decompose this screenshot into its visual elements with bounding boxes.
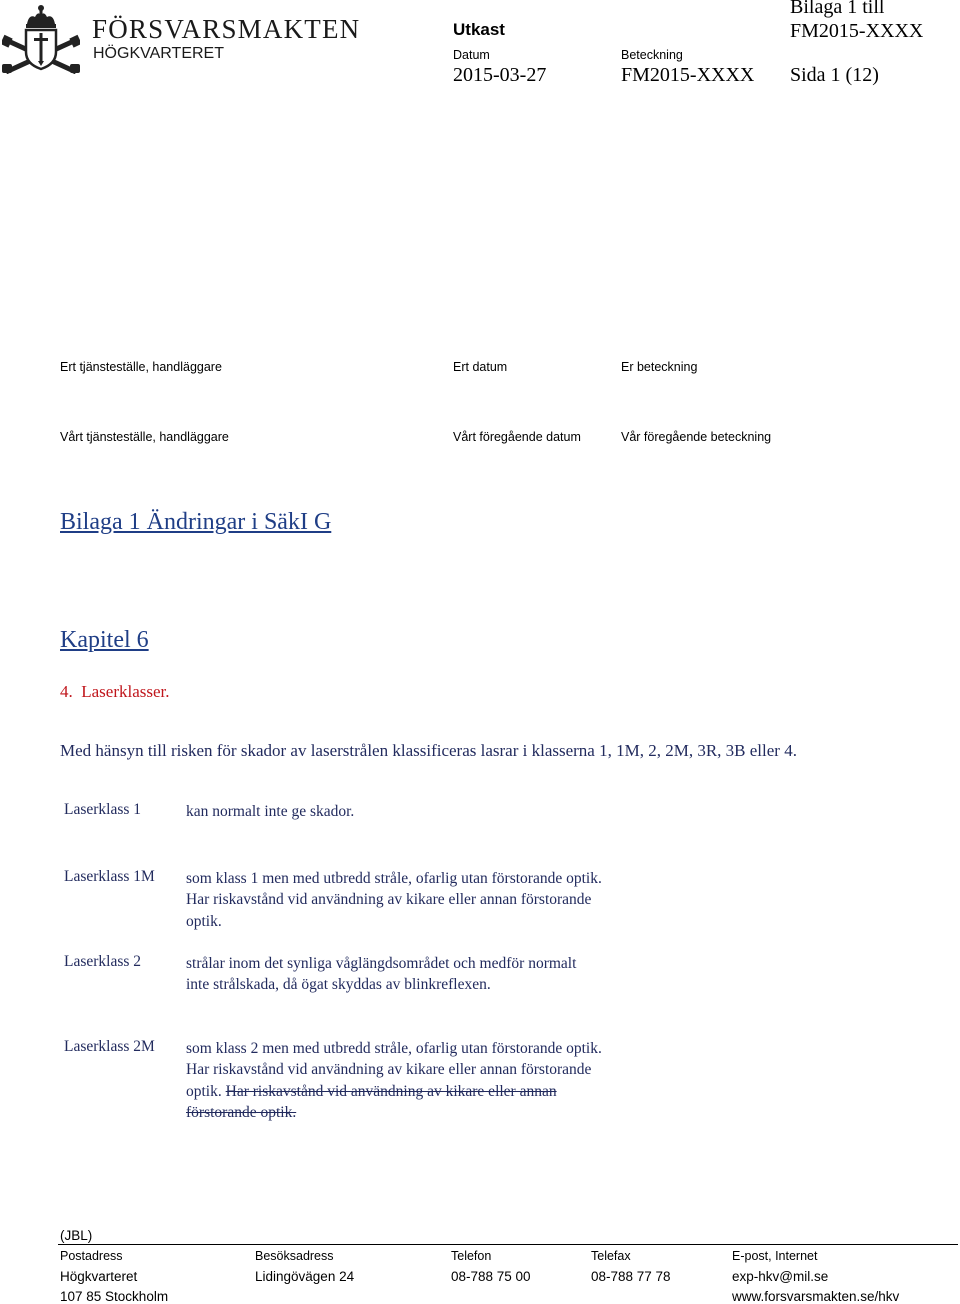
email-link[interactable]: exp-hkv@mil.se [732, 1269, 829, 1284]
chapter-heading: Kapitel 6 [60, 627, 149, 653]
document-status: Utkast [453, 20, 505, 39]
postal-line1: Högkvarteret [60, 1269, 138, 1284]
visit-address: Lidingövägen 24 [255, 1269, 355, 1284]
fax-number: 08-788 77 78 [591, 1269, 671, 1284]
author-initials: (JBL) [60, 1228, 93, 1243]
our-prev-reference-label: Vår föregående beteckning [621, 430, 772, 444]
class-1m-description: som klass 1 men med utbredd stråle, ofarlig utan förstorande optik. Har riskavstånd vid användning av kikare eller annan förstorande optik. [186, 870, 602, 930]
class-1-description: kan normalt inte ge skador. [186, 803, 355, 820]
fax-label: Telefax [591, 1249, 631, 1263]
your-reference-label: Er beteckning [621, 360, 698, 374]
attachment-line1: Bilaga 1 till [790, 0, 885, 18]
coat-of-arms-logo [2, 2, 80, 74]
page-info: Sida 1 (12) [790, 64, 879, 86]
reference-label: Beteckning [621, 48, 683, 62]
footer-divider [58, 1244, 958, 1245]
postal-line2: 107 85 Stockholm [60, 1289, 169, 1304]
visit-label: Besöksadress [255, 1249, 334, 1263]
class-1m-label: Laserklass 1M [64, 868, 155, 885]
class-2m-label: Laserklass 2M [64, 1038, 155, 1055]
class-2m-struck-text: Har riskavstånd vid användning av kikare eller annan förstorande optik. [186, 1082, 557, 1121]
phone-number: 08-788 75 00 [451, 1269, 531, 1284]
date-label: Datum [453, 48, 490, 62]
your-office-label: Ert tjänsteställe, handläggare [60, 360, 222, 374]
org-name: FÖRSVARSMAKTEN [92, 14, 361, 44]
postal-label: Postadress [60, 1249, 123, 1263]
reference-value: FM2015-XXXX [621, 64, 755, 86]
class-2-description: strålar inom det synliga våglängdsområdet och medför normalt inte strålskada, då ögat skyddas av blinkreflexen. [186, 955, 577, 994]
website-link[interactable]: www.forsvarsmakten.se/hkv [732, 1289, 900, 1304]
class-1-label: Laserklass 1 [64, 801, 142, 818]
intro-paragraph: Med hänsyn till risken för skador av laserstrålen klassificeras lasrar i klasserna 1, 1M, 2, 2M, 3R, 3B eller 4. [60, 741, 797, 760]
date-value: 2015-03-27 [453, 64, 547, 86]
your-date-label: Ert datum [453, 360, 508, 374]
attachment-line2: FM2015-XXXX [790, 20, 924, 42]
org-unit: HÖGKVARTERET [93, 45, 224, 62]
our-prev-date-label: Vårt föregående datum [453, 430, 581, 444]
our-office-label: Vårt tjänsteställe, handläggare [60, 430, 229, 444]
class-2-label: Laserklass 2 [64, 953, 142, 970]
phone-label: Telefon [451, 1249, 492, 1263]
class-2m-text: som klass 2 men med utbredd stråle, ofarlig utan förstorande optik. Har riskavstånd vid användning av kikare eller annan förstorande optik. [186, 1040, 602, 1100]
document-title: Bilaga 1 Ändringar i SäkI G [60, 509, 332, 535]
section-heading: 4. Laserklasser. [60, 682, 170, 701]
class-2m-description [186, 1038, 616, 1123]
email-label: E-post, Internet [732, 1249, 818, 1263]
